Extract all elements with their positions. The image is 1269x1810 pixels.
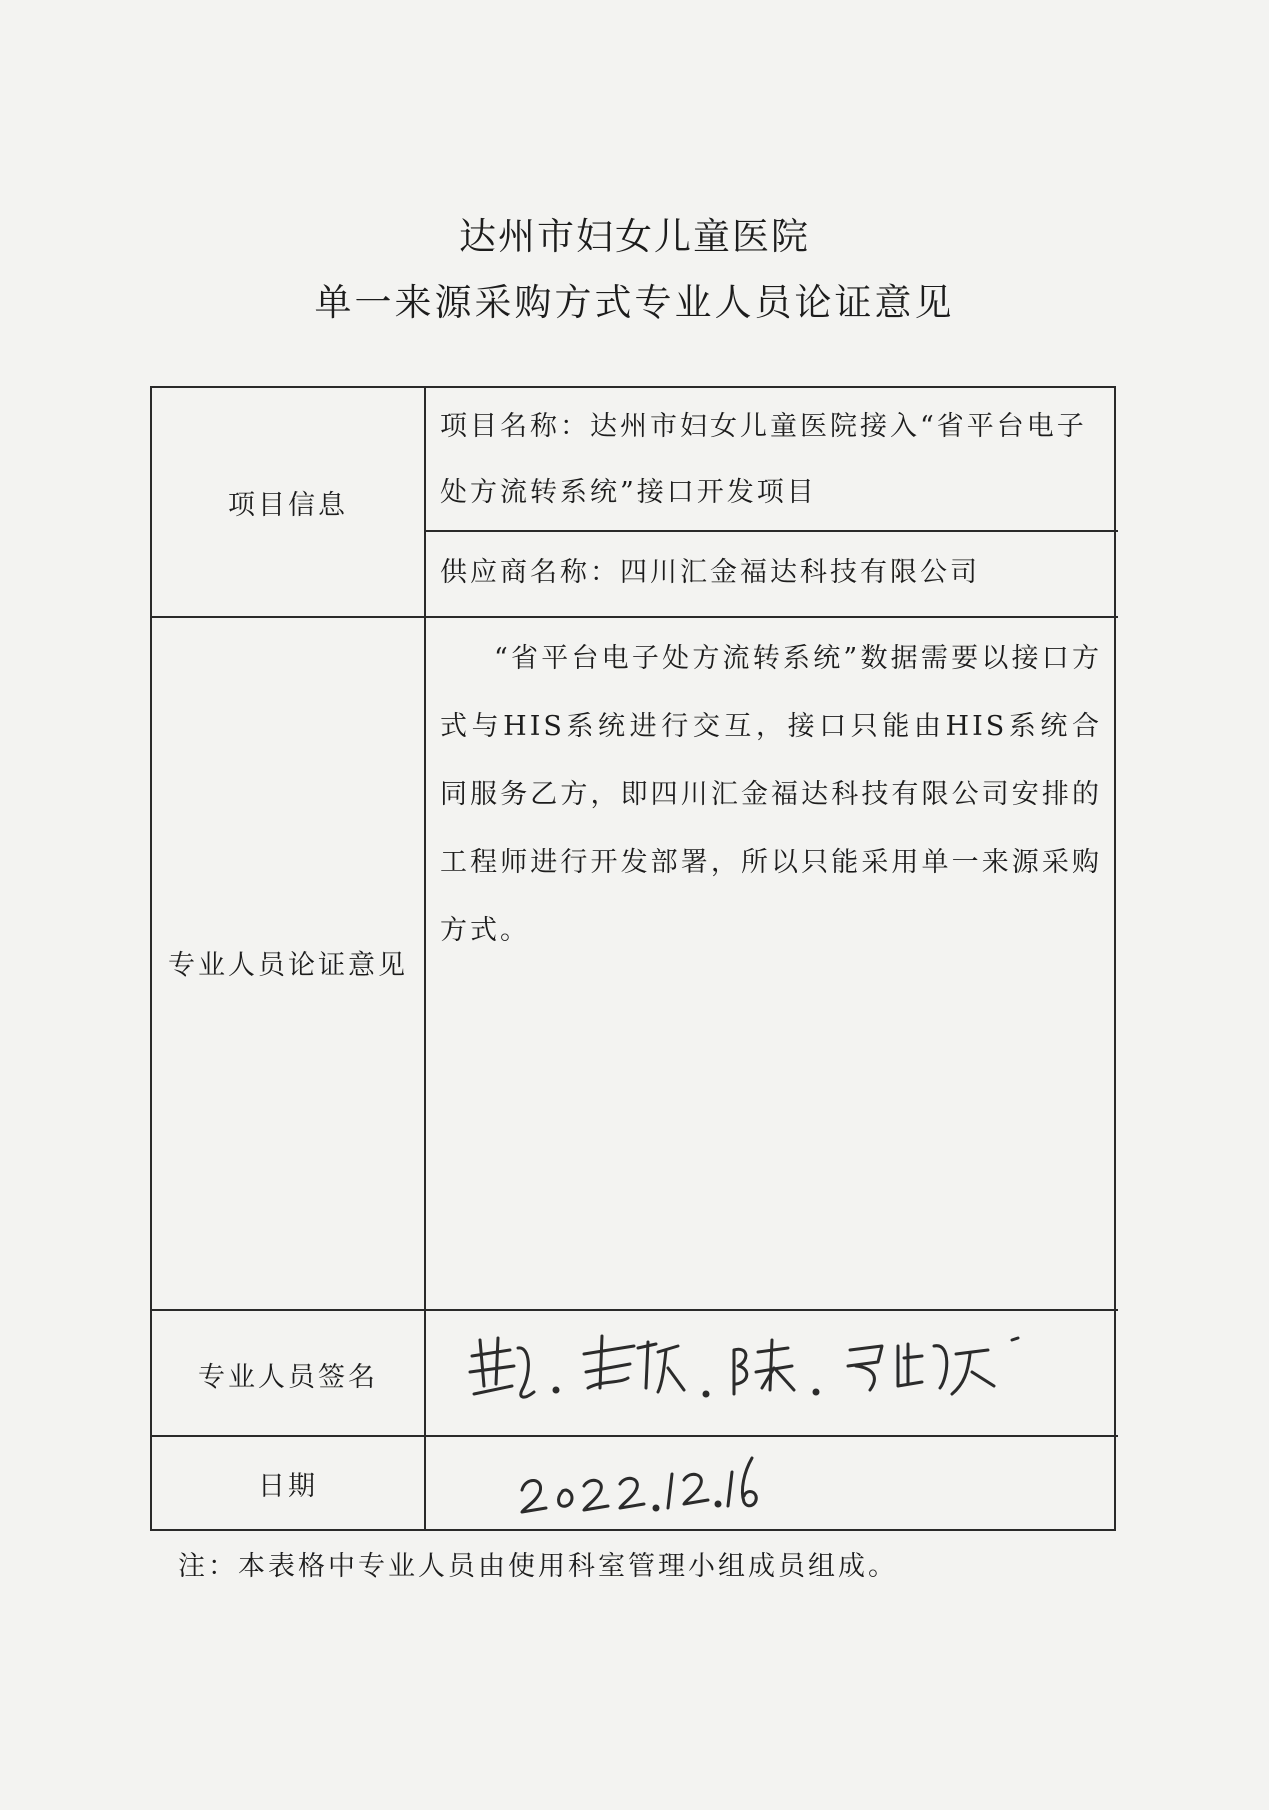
opinion-text: “省平台电子处方流转系统”数据需要以接口方式与HIS系统进行交互，接口只能由HIS系统合同服务乙方，即四川汇金福达科技有限公司安排的工程师进行开发部署，所以只能采用单一来源采购方式。 bbox=[440, 643, 1102, 946]
supplier-name: 供应商名称：四川汇金福达科技有限公司 bbox=[440, 557, 980, 588]
date-label: 日期 bbox=[258, 1471, 318, 1502]
project-name-cell bbox=[440, 394, 1102, 526]
column-divider bbox=[424, 388, 426, 1529]
row-divider bbox=[424, 530, 1118, 532]
opinion-form-table bbox=[150, 386, 1116, 1531]
footnote: 注：本表格中专业人员由使用科室管理小组成员组成。 bbox=[178, 1551, 898, 1582]
row-divider bbox=[152, 1435, 1118, 1437]
opinion-label: 专业人员论证意见 bbox=[168, 950, 408, 981]
document-subtitle: 单一来源采购方式专业人员论证意见 bbox=[314, 281, 955, 324]
project-name-line2: 处方流转系统”接口开发项目 bbox=[440, 477, 817, 508]
handwritten-signatures bbox=[452, 1328, 1102, 1412]
signature-label: 专业人员签名 bbox=[198, 1362, 378, 1393]
document-title: 达州市妇女儿童医院 bbox=[459, 215, 810, 258]
handwritten-date bbox=[512, 1446, 772, 1526]
row-divider bbox=[152, 616, 1118, 618]
row-divider bbox=[152, 1309, 1118, 1311]
project-info-label: 项目信息 bbox=[228, 490, 348, 521]
project-name-line1: 项目名称：达州市妇女儿童医院接入“省平台电子 bbox=[440, 411, 1087, 442]
